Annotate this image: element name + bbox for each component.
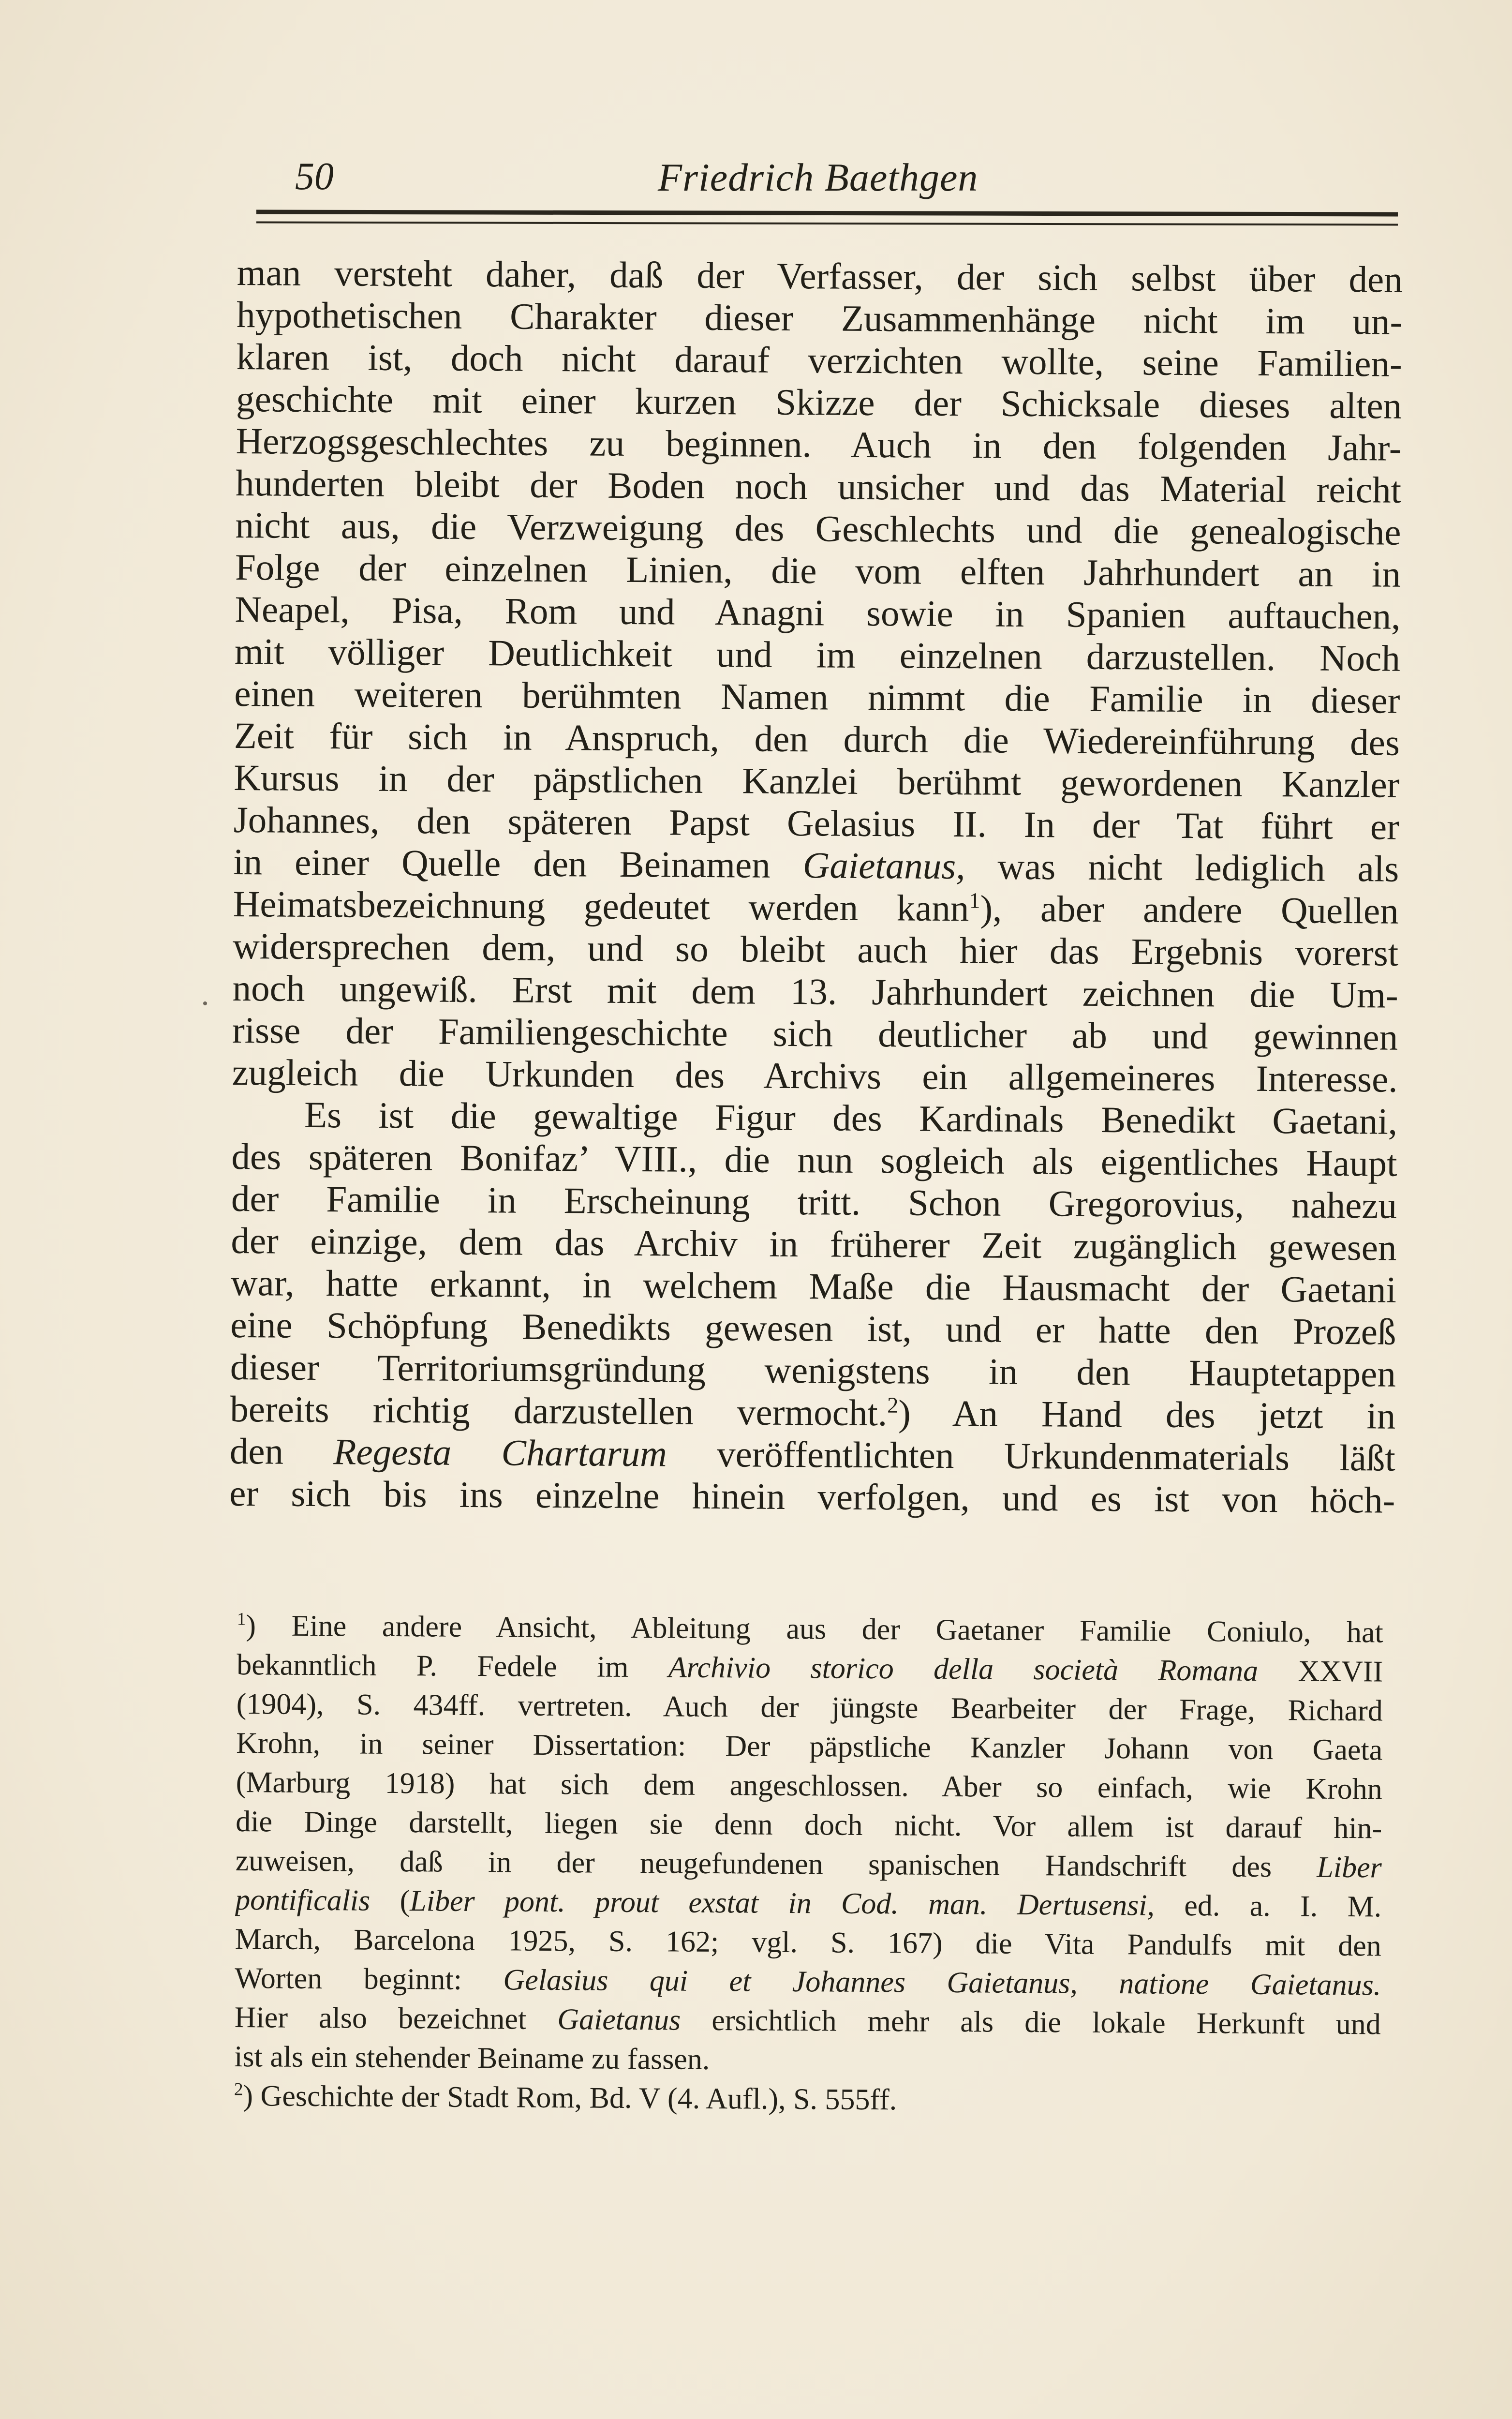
stray-mark xyxy=(203,1001,207,1005)
footnote-marker: 1 xyxy=(237,1609,246,1629)
text-line: eine Schöpfung Benedikts gewesen ist, und er hatte den Prozeß xyxy=(230,1303,1396,1353)
italic-term: Liber xyxy=(1317,1851,1382,1884)
text-segment: XXVII xyxy=(1258,1654,1383,1688)
text-line: Johannes, den späteren Papst Gelasius II. In der Tat führt er xyxy=(233,798,1400,848)
text-segment: Worten beginnt: xyxy=(235,1961,504,1997)
footnote-line: (1904), S. 434ff. vertreten. Auch der jüngste Bearbeiter der Frage, Richard xyxy=(236,1687,1383,1728)
footnote-ref: 2 xyxy=(887,1392,899,1418)
text-segment: ) Geschichte der Stadt Rom, Bd. V (4. Aufl.), S. 555ff. xyxy=(243,2079,897,2117)
main-text xyxy=(229,252,1403,1522)
text-segment: zuweisen, daß in der neugefundenen spanischen Handschrift des xyxy=(235,1844,1317,1884)
italic-term: Gaietanus, xyxy=(802,844,965,887)
italic-term: Liber pont. prout exstat in Cod. man. Dertusensi, xyxy=(410,1884,1155,1922)
italic-term: Archivio storico della società Romana xyxy=(668,1651,1259,1687)
text-segment: bereits richtig darzustellen vermocht. xyxy=(230,1388,888,1434)
text-segment: ersichtlich mehr als die lokale Herkunft und xyxy=(680,2003,1381,2041)
footnote-line: March, Barcelona 1925, S. 162; vgl. S. 167) die Vita Pandulfs mit den xyxy=(235,1922,1381,1963)
text-line: der einzige, dem das Archiv in früherer Zeit zugänglich gewesen xyxy=(231,1219,1397,1269)
text-line: des späteren Bonifaz’ VIII., die nun sogleich als eigentliches Haupt xyxy=(231,1135,1397,1184)
text-line: dieser Territoriumsgründung wenigstens in den Hauptetappen xyxy=(230,1345,1396,1395)
footnote-line xyxy=(235,1998,1381,2044)
italic-term: Gelasius qui et Johannes Gaietanus, natione Gaietanus. xyxy=(503,1963,1381,2002)
text-line: hypothetischen Charakter dieser Zusammenhänge nicht im un- xyxy=(236,293,1403,343)
text-segment: ) Eine andere Ansicht, Ableitung aus der Gaetaner Familie Coniulo, hat xyxy=(246,1609,1383,1649)
running-head: Friedrich Baethgen xyxy=(658,155,978,199)
page-number: 50 xyxy=(295,155,334,198)
footnote-line xyxy=(234,2076,1380,2122)
text-line: Herzogsgeschlechtes zu beginnen. Auch in den folgenden Jahr- xyxy=(236,419,1402,469)
text-line: Zeit für sich in Anspruch, den durch die Wiedereinführung des xyxy=(234,714,1400,763)
text-segment: bekanntlich P. Fedele im xyxy=(237,1648,669,1684)
text-line: einen weiteren berühmten Namen nimmt die Familie in dieser xyxy=(234,672,1400,721)
footnote-line xyxy=(237,1645,1383,1691)
text-segment: ( xyxy=(370,1884,410,1918)
text-line: man versteht daher, daß der Verfasser, der sich selbst über den xyxy=(237,252,1403,300)
text-segment: Heimatsbezeichnung gedeutet werden kann xyxy=(233,882,969,929)
italic-term: Gaietanus xyxy=(557,2003,681,2037)
text-line: Kursus in der päpstlichen Kanzlei berühmt gewordenen Kanzler xyxy=(234,756,1400,806)
footnote-line xyxy=(235,1959,1381,2005)
italic-term: pontificalis xyxy=(235,1883,371,1917)
text-line: Folge der einzelnen Linien, die vom elften Jahrhundert an in xyxy=(235,546,1401,595)
text-line: er sich bis ins einzelne hinein verfolgen, und es ist von höch- xyxy=(229,1472,1395,1521)
text-line: geschichte mit einer kurzen Skizze der Schicksale dieses alten xyxy=(236,377,1402,427)
footnotes xyxy=(234,1606,1383,2122)
text-line: hunderten bleibt der Boden noch unsicher und das Material reicht xyxy=(235,462,1402,511)
text-line: Es ist die gewaltige Figur des Kardinals Benedikt Gaetani, xyxy=(304,1093,1398,1142)
text-line xyxy=(230,1388,1395,1437)
text-segment: ), aber andere Quellen xyxy=(980,887,1399,932)
page-header xyxy=(242,145,1403,208)
footnote-line xyxy=(235,1881,1381,1926)
text-line: zugleich die Urkunden des Archivs ein allgemeineres Interesse. xyxy=(232,1051,1398,1100)
footnote-line: die Dinge darstellt, liegen sie denn doch nicht. Vor allem ist darauf hin- xyxy=(236,1805,1382,1845)
text-line xyxy=(230,1430,1395,1479)
footnote-marker: 2 xyxy=(234,2079,243,2100)
text-segment: Hier also bezeichnet xyxy=(234,2001,558,2036)
text-segment: in einer Quelle den Beinamen xyxy=(233,840,803,886)
text-line: mit völliger Deutlichkeit und im einzelnen darzustellen. Noch xyxy=(234,630,1401,679)
text-line: klaren ist, doch nicht darauf verzichten wollte, seine Familien- xyxy=(236,335,1402,385)
italic-term: Regesta Chartarum xyxy=(333,1431,667,1475)
text-line: war, hatte erkannt, in welchem Maße die Hausmacht der Gaetani xyxy=(230,1261,1397,1311)
text-line: der Familie in Erscheinung tritt. Schon Gregorovius, nahezu xyxy=(231,1177,1397,1226)
text-segment: den xyxy=(229,1430,334,1473)
text-segment: veröffentlichten Urkundenmaterials läßt xyxy=(667,1433,1396,1479)
text-line xyxy=(233,883,1398,932)
text-segment: was nicht lediglich als xyxy=(965,845,1399,890)
footnote-line xyxy=(237,1606,1383,1652)
text-segment: ed. a. I. M. xyxy=(1154,1889,1382,1924)
text-line: nicht aus, die Verzweigung des Geschlechts und die genealogische xyxy=(235,504,1401,553)
footnote-line xyxy=(236,1841,1382,1887)
text-line: noch ungewiß. Erst mit dem 13. Jahrhundert zeichnen die Um- xyxy=(232,967,1398,1016)
text-line: Neapel, Pisa, Rom und Anagni sowie in Spanien auftauchen, xyxy=(235,588,1401,637)
footnote-line: Krohn, in seiner Dissertation: Der päpstliche Kanzler Johann von Gaeta xyxy=(236,1726,1383,1767)
text-segment: ) An Hand des jetzt in xyxy=(898,1392,1396,1437)
footnote-line: ist als ein stehender Beiname zu fassen. xyxy=(234,2040,710,2076)
footnote-line: (Marburg 1918) hat sich dem angeschlossen. Aber so einfach, wie Krohn xyxy=(236,1765,1382,1806)
text-line: risse der Familiengeschichte sich deutlicher ab und gewinnen xyxy=(232,1009,1398,1058)
text-line xyxy=(233,841,1399,890)
text-line: widersprechen dem, und so bleibt auch hier das Ergebnis vorerst xyxy=(232,925,1399,974)
footnote-ref: 1 xyxy=(969,888,980,913)
